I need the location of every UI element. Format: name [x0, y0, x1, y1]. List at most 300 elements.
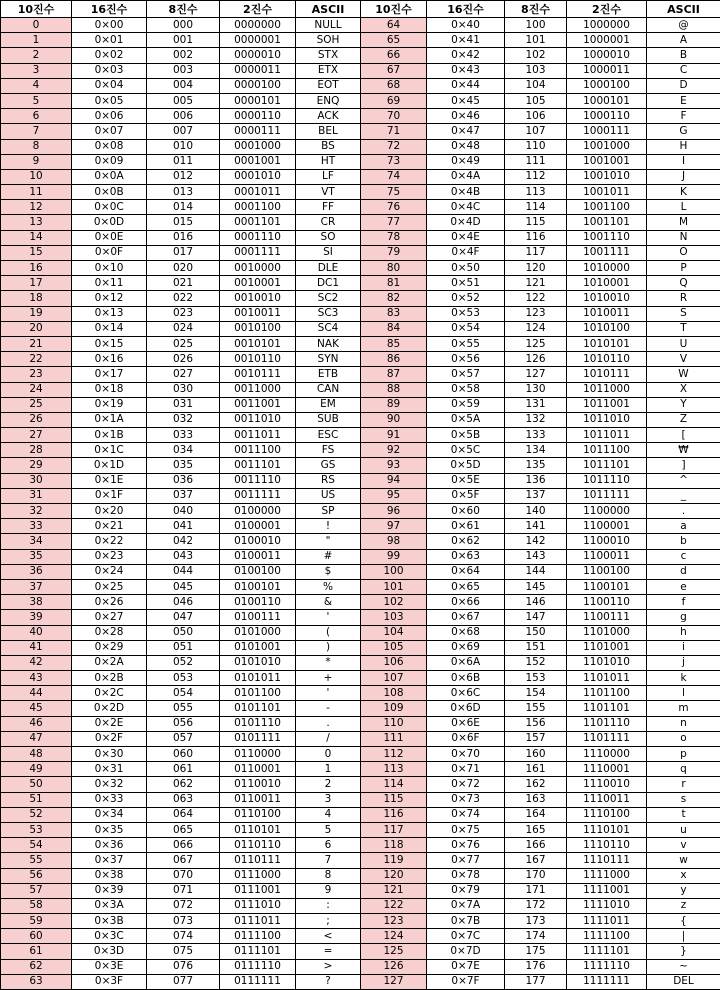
table-row [1, 321, 720, 336]
hex-cell: 0×77 [427, 853, 505, 868]
octal-cell: 127 [505, 367, 567, 382]
binary-cell: 0110110 [220, 838, 296, 853]
hex-cell: 0×1A [72, 412, 147, 427]
ascii-cell: 3 [296, 792, 361, 807]
binary-cell: 0110100 [220, 807, 296, 822]
ascii-cell: N [647, 230, 720, 245]
hex-cell: 0×59 [427, 397, 505, 412]
hex-cell: 0×6A [427, 655, 505, 670]
hex-cell: 0×28 [72, 625, 147, 640]
ascii-cell: + [296, 671, 361, 686]
binary-cell: 0001000 [220, 139, 296, 154]
octal-cell: 040 [147, 504, 220, 519]
ascii-cell: 0 [296, 747, 361, 762]
binary-cell: 0010010 [220, 291, 296, 306]
ascii-cell: ESC [296, 428, 361, 443]
ascii-cell: < [296, 929, 361, 944]
binary-cell: 1001010 [567, 169, 647, 184]
binary-cell: 0001011 [220, 185, 296, 200]
decimal-cell: 73 [361, 154, 427, 169]
ascii-cell: { [647, 914, 720, 929]
octal-cell: 024 [147, 321, 220, 336]
binary-cell: 0000110 [220, 109, 296, 124]
octal-cell: 011 [147, 154, 220, 169]
ascii-cell: g [647, 610, 720, 625]
hex-cell: 0×33 [72, 792, 147, 807]
table-row [1, 807, 720, 822]
binary-cell: 1100011 [567, 549, 647, 564]
ascii-cell: GS [296, 458, 361, 473]
ascii-cell: NULL [296, 18, 361, 33]
ascii-cell: J [647, 169, 720, 184]
binary-cell: 0010001 [220, 276, 296, 291]
decimal-cell: 105 [361, 640, 427, 655]
hex-cell: 0×2C [72, 686, 147, 701]
octal-cell: 163 [505, 792, 567, 807]
binary-cell: 0010011 [220, 306, 296, 321]
hex-cell: 0×29 [72, 640, 147, 655]
table-row [1, 868, 720, 883]
octal-cell: 161 [505, 762, 567, 777]
hex-cell: 0×70 [427, 747, 505, 762]
ascii-cell: F [647, 109, 720, 124]
binary-cell: 0101000 [220, 625, 296, 640]
hex-cell: 0×69 [427, 640, 505, 655]
binary-cell: 1100110 [567, 595, 647, 610]
octal-cell: 010 [147, 139, 220, 154]
decimal-cell: 64 [361, 18, 427, 33]
hex-cell: 0×41 [427, 33, 505, 48]
binary-cell: 1100001 [567, 519, 647, 534]
ascii-cell: | [647, 929, 720, 944]
table-row [1, 276, 720, 291]
hex-cell: 0×39 [72, 883, 147, 898]
ascii-cell: 4 [296, 807, 361, 822]
table-row [1, 169, 720, 184]
octal-cell: 170 [505, 868, 567, 883]
ascii-cell: $ [296, 564, 361, 579]
decimal-cell: 108 [361, 686, 427, 701]
ascii-cell: i [647, 640, 720, 655]
hex-cell: 0×21 [72, 519, 147, 534]
decimal-cell: 23 [1, 367, 72, 382]
octal-cell: 066 [147, 838, 220, 853]
table-row [1, 883, 720, 898]
decimal-cell: 4 [1, 78, 72, 93]
ascii-cell: HT [296, 154, 361, 169]
hex-cell: 0×3C [72, 929, 147, 944]
octal-cell: 015 [147, 215, 220, 230]
hex-cell: 0×53 [427, 306, 505, 321]
binary-cell: 1101001 [567, 640, 647, 655]
binary-cell: 0001010 [220, 169, 296, 184]
table-row [1, 154, 720, 169]
ascii-cell: f [647, 595, 720, 610]
octal-cell: 100 [505, 18, 567, 33]
hex-cell: 0×36 [72, 838, 147, 853]
binary-cell: 1110100 [567, 807, 647, 822]
ascii-cell: DEL [647, 974, 720, 989]
decimal-cell: 83 [361, 306, 427, 321]
binary-cell: 1010011 [567, 306, 647, 321]
octal-cell: 065 [147, 822, 220, 837]
hex-cell: 0×01 [72, 33, 147, 48]
binary-cell: 0101001 [220, 640, 296, 655]
hex-cell: 0×24 [72, 564, 147, 579]
binary-cell: 0011000 [220, 382, 296, 397]
octal-cell: 020 [147, 261, 220, 276]
octal-cell: 061 [147, 762, 220, 777]
octal-cell: 107 [505, 124, 567, 139]
decimal-cell: 34 [1, 534, 72, 549]
ascii-cell: RS [296, 473, 361, 488]
hex-cell: 0×43 [427, 63, 505, 78]
octal-cell: 044 [147, 564, 220, 579]
octal-cell: 046 [147, 595, 220, 610]
hex-cell: 0×58 [427, 382, 505, 397]
table-row [1, 519, 720, 534]
decimal-cell: 62 [1, 959, 72, 974]
octal-cell: 177 [505, 974, 567, 989]
binary-cell: 1011101 [567, 458, 647, 473]
binary-cell: 0011010 [220, 412, 296, 427]
decimal-cell: 50 [1, 777, 72, 792]
octal-cell: 134 [505, 443, 567, 458]
hex-cell: 0×7F [427, 974, 505, 989]
hex-cell: 0×6D [427, 701, 505, 716]
hex-cell: 0×6E [427, 716, 505, 731]
decimal-cell: 53 [1, 822, 72, 837]
decimal-cell: 14 [1, 230, 72, 245]
hex-cell: 0×57 [427, 367, 505, 382]
hex-cell: 0×23 [72, 549, 147, 564]
table-row [1, 640, 720, 655]
decimal-cell: 76 [361, 200, 427, 215]
table-row [1, 382, 720, 397]
octal-cell: 113 [505, 185, 567, 200]
ascii-cell: DLE [296, 261, 361, 276]
hex-cell: 0×49 [427, 154, 505, 169]
binary-cell: 1101000 [567, 625, 647, 640]
ascii-cell: _ [647, 488, 720, 503]
ascii-cell: 1 [296, 762, 361, 777]
decimal-cell: 92 [361, 443, 427, 458]
ascii-cell: ' [296, 610, 361, 625]
ascii-cell: } [647, 944, 720, 959]
decimal-cell: 100 [361, 564, 427, 579]
hex-cell: 0×68 [427, 625, 505, 640]
octal-cell: 143 [505, 549, 567, 564]
ascii-cell: w [647, 853, 720, 868]
hex-cell: 0×7D [427, 944, 505, 959]
ascii-cell: G [647, 124, 720, 139]
ascii-cell: SO [296, 230, 361, 245]
ascii-cell: [ [647, 428, 720, 443]
hex-cell: 0×32 [72, 777, 147, 792]
octal-cell: 121 [505, 276, 567, 291]
binary-cell: 0100101 [220, 579, 296, 594]
decimal-cell: 49 [1, 762, 72, 777]
ascii-cell: . [647, 504, 720, 519]
decimal-cell: 121 [361, 883, 427, 898]
octal-cell: 013 [147, 185, 220, 200]
decimal-cell: 42 [1, 655, 72, 670]
binary-cell: 1101101 [567, 701, 647, 716]
octal-cell: 122 [505, 291, 567, 306]
octal-cell: 034 [147, 443, 220, 458]
ascii-cell: M [647, 215, 720, 230]
binary-cell: 0001101 [220, 215, 296, 230]
ascii-cell: SOH [296, 33, 361, 48]
octal-cell: 051 [147, 640, 220, 655]
hex-cell: 0×47 [427, 124, 505, 139]
hex-cell: 0×0D [72, 215, 147, 230]
decimal-cell: 65 [361, 33, 427, 48]
binary-cell: 1110011 [567, 792, 647, 807]
octal-cell: 124 [505, 321, 567, 336]
octal-cell: 120 [505, 261, 567, 276]
octal-cell: 072 [147, 898, 220, 913]
ascii-cell: > [296, 959, 361, 974]
binary-cell: 0101111 [220, 731, 296, 746]
decimal-cell: 116 [361, 807, 427, 822]
decimal-cell: 85 [361, 336, 427, 351]
ascii-cell: A [647, 33, 720, 48]
hex-cell: 0×11 [72, 276, 147, 291]
binary-cell: 1110101 [567, 822, 647, 837]
ascii-cell: a [647, 519, 720, 534]
hex-cell: 0×72 [427, 777, 505, 792]
ascii-cell: ETX [296, 63, 361, 78]
ascii-cell: ? [296, 974, 361, 989]
binary-cell: 1000111 [567, 124, 647, 139]
decimal-cell: 81 [361, 276, 427, 291]
hex-cell: 0×0F [72, 245, 147, 260]
octal-cell: 176 [505, 959, 567, 974]
ascii-cell: NAK [296, 336, 361, 351]
ascii-cell: D [647, 78, 720, 93]
hex-cell: 0×76 [427, 838, 505, 853]
binary-cell: 0001111 [220, 245, 296, 260]
table-row [1, 93, 720, 108]
binary-cell: 1000101 [567, 93, 647, 108]
octal-cell: 167 [505, 853, 567, 868]
table-body [1, 18, 720, 990]
hex-cell: 0×22 [72, 534, 147, 549]
decimal-cell: 80 [361, 261, 427, 276]
hex-cell: 0×66 [427, 595, 505, 610]
decimal-cell: 57 [1, 883, 72, 898]
hex-cell: 0×62 [427, 534, 505, 549]
hex-cell: 0×1D [72, 458, 147, 473]
binary-cell: 1001001 [567, 154, 647, 169]
ascii-cell: z [647, 898, 720, 913]
ascii-cell: k [647, 671, 720, 686]
hex-cell: 0×17 [72, 367, 147, 382]
octal-cell: 173 [505, 914, 567, 929]
hex-cell: 0×42 [427, 48, 505, 63]
octal-cell: 154 [505, 686, 567, 701]
octal-cell: 165 [505, 822, 567, 837]
table-row [1, 898, 720, 913]
header-hex-2: 16진수 [427, 1, 505, 18]
ascii-cell: : [296, 898, 361, 913]
ascii-cell: H [647, 139, 720, 154]
hex-cell: 0×7C [427, 929, 505, 944]
binary-cell: 1110010 [567, 777, 647, 792]
ascii-cell: . [296, 716, 361, 731]
ascii-cell: ^ [647, 473, 720, 488]
hex-cell: 0×20 [72, 504, 147, 519]
hex-cell: 0×63 [427, 549, 505, 564]
decimal-cell: 90 [361, 412, 427, 427]
octal-cell: 111 [505, 154, 567, 169]
binary-cell: 1111001 [567, 883, 647, 898]
decimal-cell: 114 [361, 777, 427, 792]
ascii-cell: = [296, 944, 361, 959]
ascii-cell: t [647, 807, 720, 822]
decimal-cell: 28 [1, 443, 72, 458]
octal-cell: 050 [147, 625, 220, 640]
hex-cell: 0×7B [427, 914, 505, 929]
decimal-cell: 17 [1, 276, 72, 291]
ascii-cell: 7 [296, 853, 361, 868]
binary-cell: 0011100 [220, 443, 296, 458]
hex-cell: 0×31 [72, 762, 147, 777]
binary-cell: 1010000 [567, 261, 647, 276]
binary-cell: 1111101 [567, 944, 647, 959]
binary-cell: 0110001 [220, 762, 296, 777]
decimal-cell: 71 [361, 124, 427, 139]
hex-cell: 0×6B [427, 671, 505, 686]
binary-cell: 1010010 [567, 291, 647, 306]
octal-cell: 164 [505, 807, 567, 822]
ascii-cell: FF [296, 200, 361, 215]
ascii-cell: / [296, 731, 361, 746]
ascii-cell: ! [296, 519, 361, 534]
octal-cell: 160 [505, 747, 567, 762]
ascii-cell: CR [296, 215, 361, 230]
table-row [1, 762, 720, 777]
octal-cell: 014 [147, 200, 220, 215]
ascii-cell: 2 [296, 777, 361, 792]
binary-cell: 1001111 [567, 245, 647, 260]
table-row [1, 473, 720, 488]
ascii-cell: 5 [296, 822, 361, 837]
decimal-cell: 99 [361, 549, 427, 564]
binary-cell: 0101101 [220, 701, 296, 716]
binary-cell: 0111100 [220, 929, 296, 944]
octal-cell: 133 [505, 428, 567, 443]
header-row [1, 1, 720, 18]
binary-cell: 0100110 [220, 595, 296, 610]
octal-cell: 152 [505, 655, 567, 670]
hex-cell: 0×3A [72, 898, 147, 913]
table-row [1, 686, 720, 701]
header-ascii-2: ASCII [647, 1, 720, 18]
decimal-cell: 8 [1, 139, 72, 154]
octal-cell: 140 [505, 504, 567, 519]
decimal-cell: 78 [361, 230, 427, 245]
hex-cell: 0×60 [427, 504, 505, 519]
decimal-cell: 29 [1, 458, 72, 473]
table-row [1, 291, 720, 306]
binary-cell: 0101011 [220, 671, 296, 686]
binary-cell: 1001100 [567, 200, 647, 215]
ascii-cell: o [647, 731, 720, 746]
ascii-cell: ₩ [647, 443, 720, 458]
table-row [1, 443, 720, 458]
hex-cell: 0×54 [427, 321, 505, 336]
decimal-cell: 110 [361, 716, 427, 731]
ascii-cell: x [647, 868, 720, 883]
decimal-cell: 118 [361, 838, 427, 853]
binary-cell: 1001000 [567, 139, 647, 154]
header-hex: 16진수 [72, 1, 147, 18]
hex-cell: 0×07 [72, 124, 147, 139]
hex-cell: 0×44 [427, 78, 505, 93]
decimal-cell: 77 [361, 215, 427, 230]
decimal-cell: 5 [1, 93, 72, 108]
table-row [1, 822, 720, 837]
hex-cell: 0×06 [72, 109, 147, 124]
decimal-cell: 7 [1, 124, 72, 139]
hex-cell: 0×7A [427, 898, 505, 913]
decimal-cell: 21 [1, 336, 72, 351]
decimal-cell: 31 [1, 488, 72, 503]
binary-cell: 0100111 [220, 610, 296, 625]
binary-cell: 1100111 [567, 610, 647, 625]
octal-cell: 021 [147, 276, 220, 291]
hex-cell: 0×2B [72, 671, 147, 686]
hex-cell: 0×67 [427, 610, 505, 625]
octal-cell: 037 [147, 488, 220, 503]
header-octal: 8진수 [147, 1, 220, 18]
decimal-cell: 125 [361, 944, 427, 959]
decimal-cell: 37 [1, 579, 72, 594]
binary-cell: 1000010 [567, 48, 647, 63]
octal-cell: 031 [147, 397, 220, 412]
binary-cell: 1101100 [567, 686, 647, 701]
table-row [1, 139, 720, 154]
ascii-cell: " [296, 534, 361, 549]
hex-cell: 0×09 [72, 154, 147, 169]
decimal-cell: 38 [1, 595, 72, 610]
decimal-cell: 109 [361, 701, 427, 716]
hex-cell: 0×2F [72, 731, 147, 746]
binary-cell: 1000000 [567, 18, 647, 33]
decimal-cell: 103 [361, 610, 427, 625]
ascii-cell: K [647, 185, 720, 200]
decimal-cell: 97 [361, 519, 427, 534]
hex-cell: 0×35 [72, 822, 147, 837]
octal-cell: 063 [147, 792, 220, 807]
table-row [1, 185, 720, 200]
octal-cell: 155 [505, 701, 567, 716]
octal-cell: 001 [147, 33, 220, 48]
hex-cell: 0×26 [72, 595, 147, 610]
hex-cell: 0×19 [72, 397, 147, 412]
header-binary-2: 2진수 [567, 1, 647, 18]
decimal-cell: 56 [1, 868, 72, 883]
binary-cell: 0101010 [220, 655, 296, 670]
binary-cell: 1110110 [567, 838, 647, 853]
octal-cell: 052 [147, 655, 220, 670]
decimal-cell: 63 [1, 974, 72, 989]
hex-cell: 0×61 [427, 519, 505, 534]
binary-cell: 0110101 [220, 822, 296, 837]
binary-cell: 0110010 [220, 777, 296, 792]
